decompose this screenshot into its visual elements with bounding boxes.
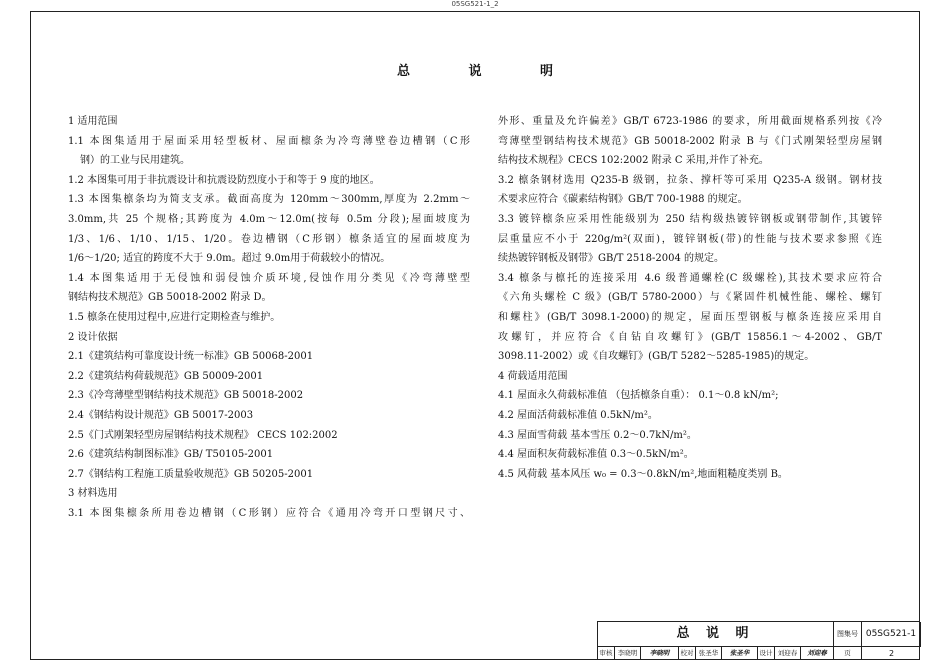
page-label: 页 bbox=[834, 647, 862, 660]
right-text-line: 4.1 屋面永久荷载标准值 （包括檩条自重）： 0.1～0.8 kN/m²; bbox=[498, 390, 779, 402]
right-text-line: 3.4 檩条与檩托的连接采用 4.6 级普通螺栓(C 级螺栓),其技术要求应符合 bbox=[498, 272, 882, 284]
left-text-line: 1/6～1/20; 适宜的跨度不大于 9.0m。超过 9.0m用于荷载较小的情况。 bbox=[68, 253, 391, 265]
right-text-line: 3.2 檩条钢材选用 Q235-B 级钢，拉条、撑杆等可采用 Q235-A 级钢。钢材技 bbox=[498, 174, 882, 186]
right-text-line: 弯薄壁型钢结构技术规范》GB 50018-2002 附录 B 与《门式刚架轻型房屋钢 bbox=[498, 135, 882, 147]
review-name: 李晓明 bbox=[615, 647, 641, 660]
left-text-line: 1.5 檩条在使用过程中,应进行定期检查与维护。 bbox=[68, 311, 281, 323]
left-text-line: 3.1 本图集檩条所用卷边槽钢（C形钢）应符合《通用冷弯开口型钢尺寸、 bbox=[68, 507, 470, 519]
atlas-number-label: 图集号 bbox=[834, 622, 862, 647]
left-text-line: 2.4《钢结构设计规范》GB 50017-2003 bbox=[68, 409, 254, 421]
left-text-line: 钢结构技术规范》GB 50018-2002 附录 D。 bbox=[68, 292, 272, 304]
page-title: 总 说 明 bbox=[396, 64, 581, 79]
right-text-line: 4.2 屋面活荷载标准值 0.5kN/m²。 bbox=[498, 409, 658, 421]
right-text-line: 续热镀锌钢板及钢带》GB/T 2518-2004 的规定。 bbox=[498, 253, 725, 265]
right-text-line: 层重量应不小于 220g/m²(双面)，镀锌钢板(带)的性能与技术要求参照《连 bbox=[498, 233, 882, 245]
check-label: 校对 bbox=[679, 647, 696, 660]
left-text-line: 3 材料选用 bbox=[68, 488, 118, 500]
left-text-column bbox=[68, 112, 470, 523]
left-text-line: 1 适用范围 bbox=[68, 116, 118, 127]
review-signature: 李晓明 bbox=[641, 647, 679, 660]
right-text-line: 术要求应符合《碳素结构钢》GB/T 700-1988 的规定。 bbox=[498, 194, 748, 206]
left-text-line: 1.1 本图集适用于屋面采用轻型板材、屋面檩条为冷弯薄壁卷边槽钢（C形 bbox=[68, 135, 470, 147]
drawing-title: 总 说 明 bbox=[598, 622, 834, 647]
right-text-line: 外形、重量及允许偏差》GB/T 6723-1986 的要求，所用截面规格系列按《冷 bbox=[498, 116, 882, 127]
right-text-column bbox=[498, 112, 882, 484]
left-text-line: 1/3、1/6、1/10、1/15、1/20。卷边槽钢（C形钢）檩条适宜的屋面坡度为 bbox=[68, 233, 470, 245]
left-text-line: 2.5《门式刚架轻型房屋钢结构技术规程》 CECS 102:2002 bbox=[68, 429, 338, 441]
left-text-line: 3.0mm,共 25 个规格;其跨度为 4.0m～12.0m(按每 0.5m 分段);屋面坡度为 bbox=[68, 213, 470, 225]
right-text-line: 4.5 风荷载 基本风压 w₀ = 0.3～0.8kN/m²,地面粗糙度类别 B。 bbox=[498, 468, 788, 480]
left-text-line: 1.4 本图集适用于无侵蚀和弱侵蚀介质环境,侵蚀作用分类见《冷弯薄壁型 bbox=[68, 272, 470, 284]
left-text-line: 1.2 本图集可用于非抗震设计和抗震设防烈度小于和等于 9 度的地区。 bbox=[68, 174, 380, 186]
left-text-line: 2.6《建筑结构制图标准》GB/ T50105-2001 bbox=[68, 449, 274, 461]
review-label: 审核 bbox=[598, 647, 615, 660]
page-number: 2 bbox=[888, 649, 895, 658]
atlas-number: 05SG521-1 bbox=[862, 622, 921, 647]
signature-row bbox=[598, 647, 921, 660]
right-text-line: 和螺柱》(GB/T 3098.1-2000)的规定，屋面压型钢板与檩条连接应采用自 bbox=[498, 311, 882, 323]
left-text-line: 1.3 本图集檩条均为简支支承。截面高度为 120mm～300mm,厚度为 2.2mm～ bbox=[68, 194, 470, 206]
left-text-line: 2 设计依据 bbox=[68, 331, 118, 343]
left-text-line: 2.1《建筑结构可靠度设计统一标准》GB 50068-2001 bbox=[68, 351, 314, 363]
design-label: 设计 bbox=[758, 647, 775, 660]
design-name: 刘迎春 bbox=[775, 647, 801, 660]
right-text-line: 4.4 屋面积灰荷载标准值 0.3～0.5kN/m²。 bbox=[498, 449, 694, 461]
right-text-line: 4.3 屋面雪荷载 基本雪压 0.2～0.7kN/m²。 bbox=[498, 429, 697, 441]
left-text-line: 2.3《冷弯薄壁型钢结构技术规范》GB 50018-2002 bbox=[68, 390, 304, 402]
right-text-line: 3.3 镀锌檩条应采用性能级别为 250 结构级热镀锌钢板或钢带制作,其镀锌 bbox=[498, 213, 882, 225]
right-text-line: 《六角头螺栓 C 级》(GB/T 5780-2000）与《紧固件机械性能、螺栓、螺钉 bbox=[498, 292, 882, 304]
left-text-line: 2.2《建筑结构荷载规范》GB 50009-2001 bbox=[68, 370, 264, 382]
left-text-line: 钢）的工业与民用建筑。 bbox=[80, 155, 190, 167]
right-text-line: 结构技术规程》CECS 102:2002 附录 C 采用,并作了补充。 bbox=[498, 155, 769, 167]
left-text-line: 2.7《钢结构工程施工质量验收规范》GB 50205-2001 bbox=[68, 468, 314, 480]
document-id: 05SG521-1_2 bbox=[451, 0, 499, 8]
check-signature: 张圣华 bbox=[722, 647, 758, 660]
title-block bbox=[597, 621, 920, 660]
right-text-line: 4 荷载适用范围 bbox=[498, 370, 568, 382]
check-name: 张圣华 bbox=[696, 647, 722, 660]
right-text-line: 攻螺钉，并应符合《自钻自攻螺钉》(GB/T 15856.1～4-2002、GB/T bbox=[498, 331, 882, 343]
design-signature: 刘迎春 bbox=[801, 647, 834, 660]
right-text-line: 3098.11-2002）或《自攻螺钉》(GB/T 5282～5285-1985)的规定。 bbox=[498, 351, 815, 363]
